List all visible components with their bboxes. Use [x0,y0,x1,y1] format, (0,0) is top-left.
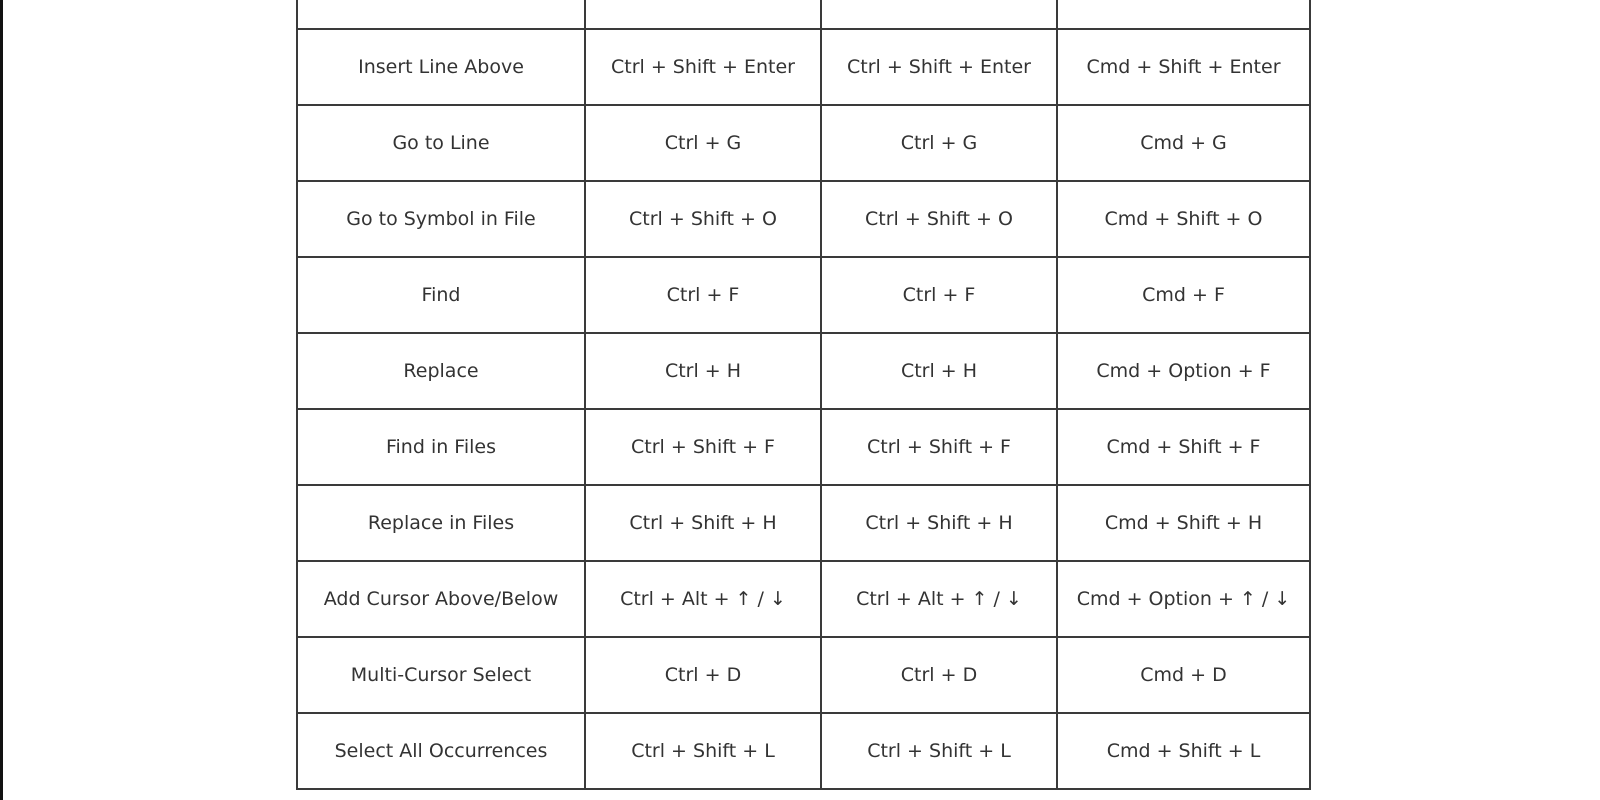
linux-shortcut-cell: Ctrl + Shift + H [821,485,1057,561]
linux-shortcut-cell [821,0,1057,29]
mac-shortcut-cell: Cmd + Option + ↑ / ↓ [1057,561,1310,637]
windows-shortcut-cell: Ctrl + G [585,105,821,181]
table-row [297,561,1310,637]
action-cell: Find [297,257,585,333]
mac-shortcut-cell: Cmd + D [1057,637,1310,713]
mac-shortcut-cell: Cmd + Option + F [1057,333,1310,409]
table-row [297,105,1310,181]
action-cell: Multi-Cursor Select [297,637,585,713]
mac-shortcut-cell: Cmd + Shift + F [1057,409,1310,485]
action-cell: Replace in Files [297,485,585,561]
action-cell: Find in Files [297,409,585,485]
mac-shortcut-cell: Cmd + Shift + Enter [1057,29,1310,105]
table-row [297,181,1310,257]
mac-shortcut-cell: Cmd + G [1057,105,1310,181]
mac-shortcut-cell: Cmd + F [1057,257,1310,333]
linux-shortcut-cell: Ctrl + Shift + O [821,181,1057,257]
linux-shortcut-cell: Ctrl + H [821,333,1057,409]
table-row [297,637,1310,713]
windows-shortcut-cell: Ctrl + Shift + H [585,485,821,561]
linux-shortcut-cell: Ctrl + Shift + F [821,409,1057,485]
windows-shortcut-cell: Ctrl + D [585,637,821,713]
action-cell: Go to Line [297,105,585,181]
shortcuts-table-body [297,0,1310,789]
table-row [297,257,1310,333]
windows-shortcut-cell: Ctrl + Shift + L [585,713,821,789]
action-cell: Select All Occurrences [297,713,585,789]
table-row [297,333,1310,409]
linux-shortcut-cell: Ctrl + Shift + L [821,713,1057,789]
mac-shortcut-cell: Cmd + Shift + H [1057,485,1310,561]
action-cell: Add Cursor Above/Below [297,561,585,637]
linux-shortcut-cell: Ctrl + Shift + Enter [821,29,1057,105]
mac-shortcut-cell: Cmd + Shift + O [1057,181,1310,257]
table-row [297,0,1310,29]
linux-shortcut-cell: Ctrl + G [821,105,1057,181]
windows-shortcut-cell: Ctrl + Shift + F [585,409,821,485]
windows-shortcut-cell: Ctrl + H [585,333,821,409]
action-cell: Insert Line Above [297,29,585,105]
windows-shortcut-cell: Ctrl + Alt + ↑ / ↓ [585,561,821,637]
table-row [297,29,1310,105]
mac-shortcut-cell: Cmd + Shift + L [1057,713,1310,789]
windows-shortcut-cell [585,0,821,29]
left-border-line [0,0,3,800]
windows-shortcut-cell: Ctrl + Shift + O [585,181,821,257]
table-row [297,713,1310,789]
table-row [297,485,1310,561]
action-cell [297,0,585,29]
windows-shortcut-cell: Ctrl + F [585,257,821,333]
linux-shortcut-cell: Ctrl + F [821,257,1057,333]
shortcuts-table [296,0,1311,790]
linux-shortcut-cell: Ctrl + Alt + ↑ / ↓ [821,561,1057,637]
table-row [297,409,1310,485]
mac-shortcut-cell [1057,0,1310,29]
windows-shortcut-cell: Ctrl + Shift + Enter [585,29,821,105]
action-cell: Replace [297,333,585,409]
action-cell: Go to Symbol in File [297,181,585,257]
linux-shortcut-cell: Ctrl + D [821,637,1057,713]
